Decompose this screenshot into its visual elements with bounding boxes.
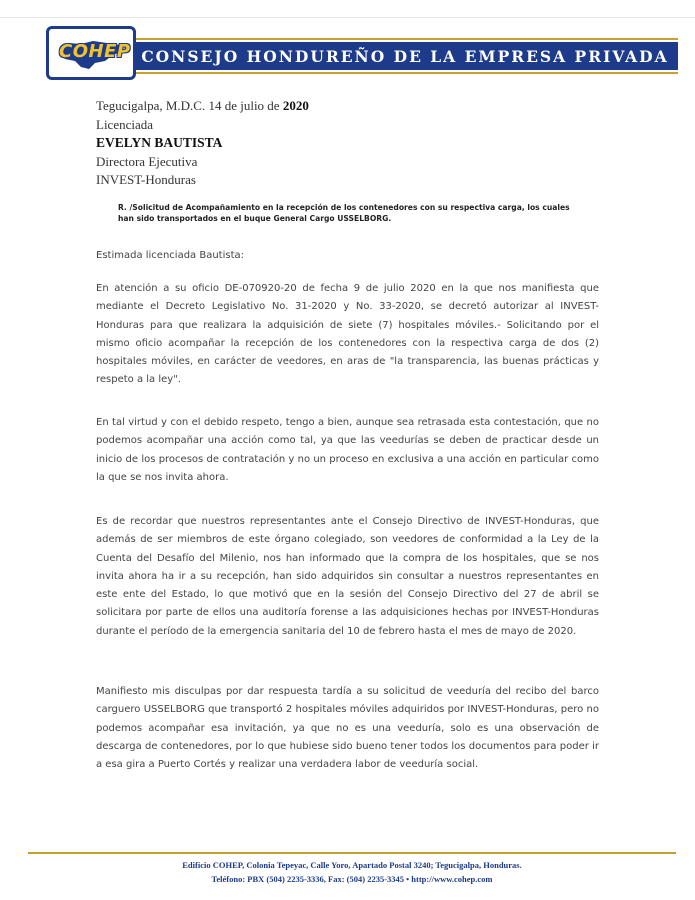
organization-name: CONSEJO HONDUREÑO DE LA EMPRESA PRIVADA (141, 46, 669, 66)
greeting: Estimada licenciada Bautista: (96, 250, 245, 261)
letterhead-band (132, 42, 678, 70)
cohep-logo (46, 26, 136, 80)
place-date-text: Tegucigalpa, M.D.C. 14 de julio de (96, 98, 283, 113)
footer-rule (28, 852, 676, 854)
footer (28, 858, 676, 886)
footer-contact: Teléfono: PBX (504) 2235-3336, Fax: (504) 2235-3345 • http://www.cohep.com (211, 874, 493, 884)
recipient-org: INVEST-Honduras (96, 172, 196, 187)
recipient-role: Directora Ejecutiva (96, 153, 198, 169)
salutation-title: Licenciada (96, 116, 154, 132)
footer-address: Edificio COHEP, Colonia Tepeyac, Calle Yoro, Apartado Postal 3240; Tegucigalpa, Honduras. (182, 860, 522, 870)
place-date (96, 97, 309, 116)
paragraph-1: En atención a su oficio DE-070920-20 de fecha 9 de julio 2020 en la que nos manifiesta que mediante el Decreto Legislativo No. 31-2020 y No. 33-2020, se decretó autorizar al INVEST-Honduras para que realizara la adquisición de siete (7) hospitales móviles.- Solicitando por el mismo oficio acompañar la recepción de los contenedores con la respectiva carga de dos (2) hospitales móviles, en carácter de veedores, en aras de "la transparencia, las buenas prácticas y respeto a la ley". (96, 283, 599, 386)
address-block (96, 97, 309, 190)
subject-line: R. /Solicitud de Acompañamiento en la recepción de los contenedores con su respectiva carga, los cuales han sido transportados en el buque General Cargo USSELBORG. (118, 203, 570, 223)
letterhead-gold-rule-top (132, 38, 678, 40)
date-year: 2020 (282, 98, 309, 113)
paragraph-4: Manifiesto mis disculpas por dar respuesta tardía a su solicitud de veeduría del recibo del barco carguero USSELBORG que transportó 2 hospitales móviles adquiridos por INVEST-Honduras, pero no podemos acompañar esa invitación, ya que no es una veeduría, solo es una observación de descarga de contenedores, por lo que hubiese sido bueno tener todos los documentos para poder ir a esa gira a Puerto Cortés y realizar una verdadera labor de veeduría social. (96, 686, 599, 771)
paragraph-2: En tal virtud y con el debido respeto, tengo a bien, aunque sea retrasada esta contestación, que no podemos acompañar una acción como tal, ya que las veedurías se deben de practicar desde un inicio de los procesos de contratación y no un proceso en exclusiva a una acción en particular como la que se nos invita ahora. (96, 417, 599, 483)
paragraph-3: Es de recordar que nuestros representantes ante el Consejo Directivo de INVEST-Honduras, que además de ser miembros de este órgano colegiado, son veedores de conformidad a la Ley de la Cuenta del Desafío del Milenio, nos han informado que la compra de los hospitales, que se nos invita ahora ha ir a su recepción, han sido adquiridos sin consultar a nuestros representantes en este ente del Estado, lo que motivó que en la sesión del Consejo Directivo del 27 de abril se solicitara por parte de ellos una auditoría forense a las adquisiciones hechas por INVEST-Honduras durante el período de la emergencia sanitaria del 10 de febrero hasta el mes de mayo de 2020. (96, 516, 599, 637)
letterhead (32, 26, 678, 82)
logo-text: COHEP (59, 41, 131, 62)
page-top-edge (0, 17, 695, 18)
letterhead-gold-rule-bottom (132, 72, 678, 74)
recipient-name: EVELYN BAUTISTA (96, 135, 223, 150)
